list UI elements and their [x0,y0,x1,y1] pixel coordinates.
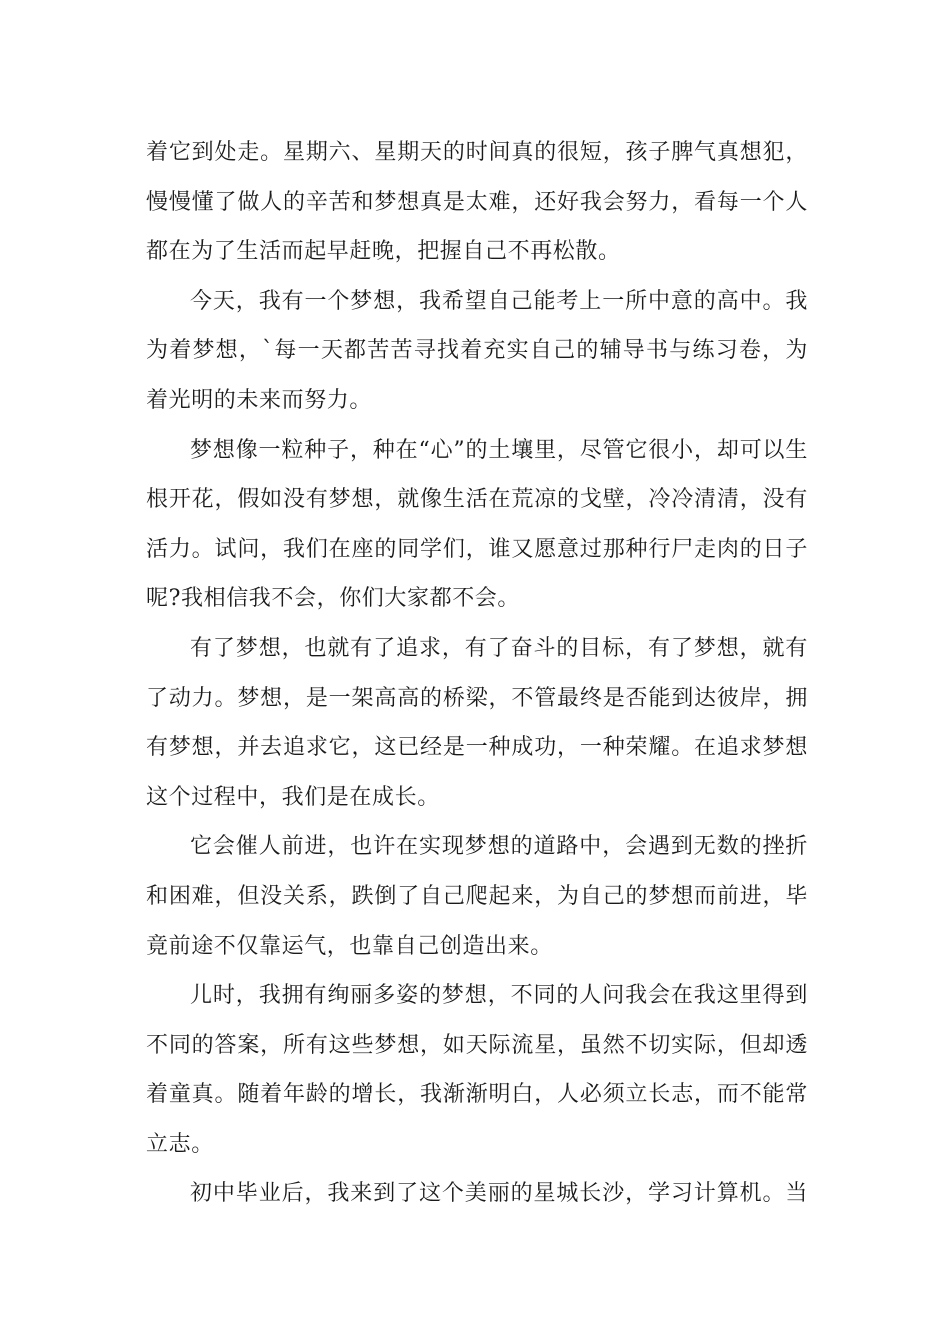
paragraph-6: 儿时，我拥有绚丽多姿的梦想，不同的人问我会在我这里得到不同的答案，所有这些梦想，如天际流星，虽然不切实际，但却透着童真。随着年龄的增长，我渐渐明白，人必须立长志，而不能常立志。 [146,983,808,1157]
body-text [146,128,808,1219]
paragraph-7: 初中毕业后，我来到了这个美丽的星城长沙，学习计算机。当 [190,1181,808,1207]
paragraph-4: 有了梦想，也就有了追求，有了奋斗的目标，有了梦想，就有了动力。梦想，是一架高高的桥梁，不管最终是否能到达彼岸，拥有梦想，并去追求它，这已经是一种成功，一种荣耀。在追求梦想这个过程中，我们是在成长。 [146,635,808,810]
paragraph-2: 今天，我有一个梦想，我希望自己能考上一所中意的高中。我为着梦想，`每一天都苦苦寻找着充实自己的辅导书与练习卷，为着光明的未来而努力。 [146,288,808,413]
paragraph-3: 梦想像一粒种子，种在“心”的土壤里，尽管它很小，却可以生根开花，假如没有梦想，就像生活在荒凉的戈壁，冷冷清清，没有活力。试问，我们在座的同学们，谁又愿意过那种行尸走肉的日子呢?我相信我不会，你们大家都不会。 [146,437,808,612]
paragraph-5: 它会催人前进，也许在实现梦想的道路中，会遇到无数的挫折和困难，但没关系，跌倒了自己爬起来，为自己的梦想而前进，毕竟前途不仅靠运气，也靠自己创造出来。 [146,834,808,959]
paragraph-1: 着它到处走。星期六、星期天的时间真的很短，孩子脾气真想犯，慢慢懂了做人的辛苦和梦想真是太难，还好我会努力，看每一个人都在为了生活而起早赶晚，把握自己不再松散。 [146,140,808,265]
